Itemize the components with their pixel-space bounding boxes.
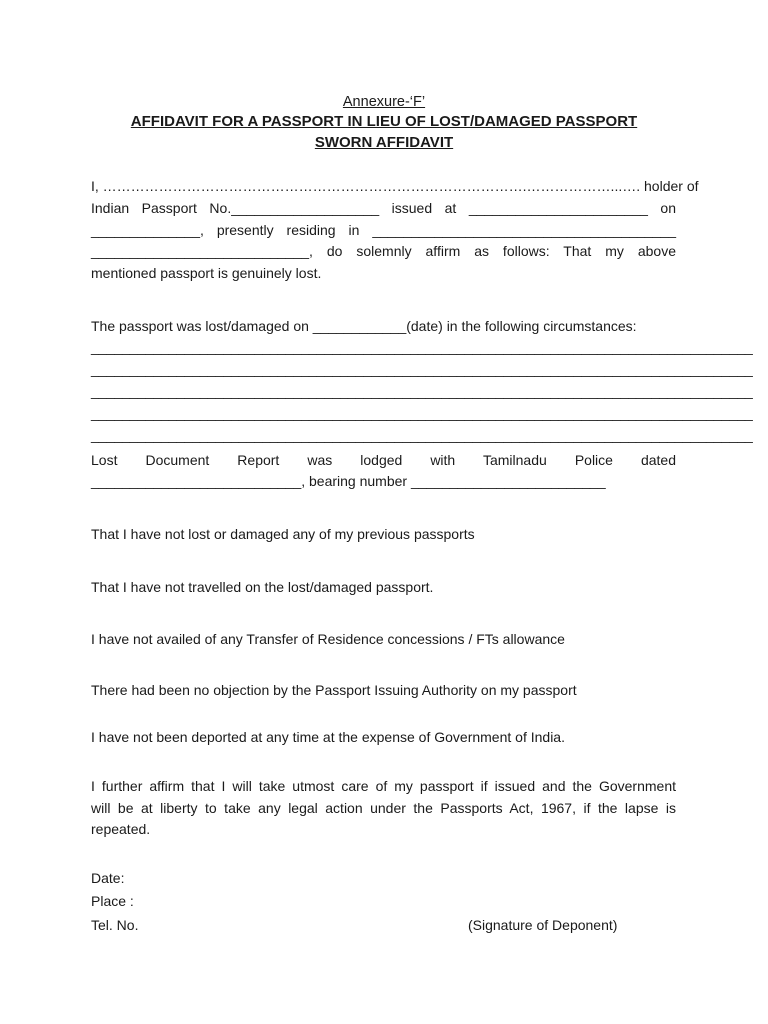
affirmation-line3: repeated.	[91, 821, 151, 837]
affirmation-line2: will be at liberty to take any legal action under the Passports Act, 1967, if the lapse is	[91, 800, 676, 816]
statement-transfer-residence: I have not availed of any Transfer of Residence concessions / FTs allowance	[91, 631, 565, 647]
statement-previous-passports: That I have not lost or damaged any of my previous passports	[91, 526, 475, 542]
circumstance-line: _____________________________________________________________________________________	[91, 427, 753, 443]
para1-line4: ____________________________, do solemnly affirm as follows: That my above	[91, 243, 676, 259]
annexure-label: Annexure-‘F’	[342, 94, 426, 110]
para1-line2: Indian Passport No.___________________ issued at _______________________ on	[91, 200, 676, 216]
circumstance-line: _____________________________________________________________________________________	[91, 361, 753, 377]
tel-label: Tel. No.	[91, 917, 139, 933]
circumstance-line: _____________________________________________________________________________________	[91, 383, 753, 399]
para1-line1: I, ……………………………………………………………………………….………………...…. holder of	[91, 178, 699, 194]
police-report-line: Lost Document Report was lodged with Tamilnadu Police dated	[91, 452, 676, 468]
para1-line3: ______________, presently residing in _______________________________________	[91, 222, 676, 238]
document-title: AFFIDAVIT FOR A PASSPORT IN LIEU OF LOST/DAMAGED PASSPORT	[130, 113, 638, 130]
lost-date-line: The passport was lost/damaged on ____________(date) in the following circumstances:	[91, 318, 637, 334]
circumstance-line: _____________________________________________________________________________________	[91, 339, 753, 355]
affirmation-line1: I further affirm that I will take utmost care of my passport if issued and the Government	[91, 778, 676, 794]
para1-line5: mentioned passport is genuinely lost.	[91, 265, 322, 281]
statement-not-deported: I have not been deported at any time at the expense of Government of India.	[91, 729, 565, 745]
date-label: Date:	[91, 870, 125, 886]
place-label: Place :	[91, 893, 134, 909]
signature-label: (Signature of Deponent)	[468, 917, 618, 933]
report-number-line: ___________________________, bearing number _________________________	[91, 473, 606, 489]
statement-not-travelled: That I have not travelled on the lost/damaged passport.	[91, 579, 434, 595]
circumstance-line: _____________________________________________________________________________________	[91, 405, 753, 421]
document-subtitle: SWORN AFFIDAVIT	[314, 134, 454, 151]
statement-no-objection: There had been no objection by the Passport Issuing Authority on my passport	[91, 682, 577, 698]
